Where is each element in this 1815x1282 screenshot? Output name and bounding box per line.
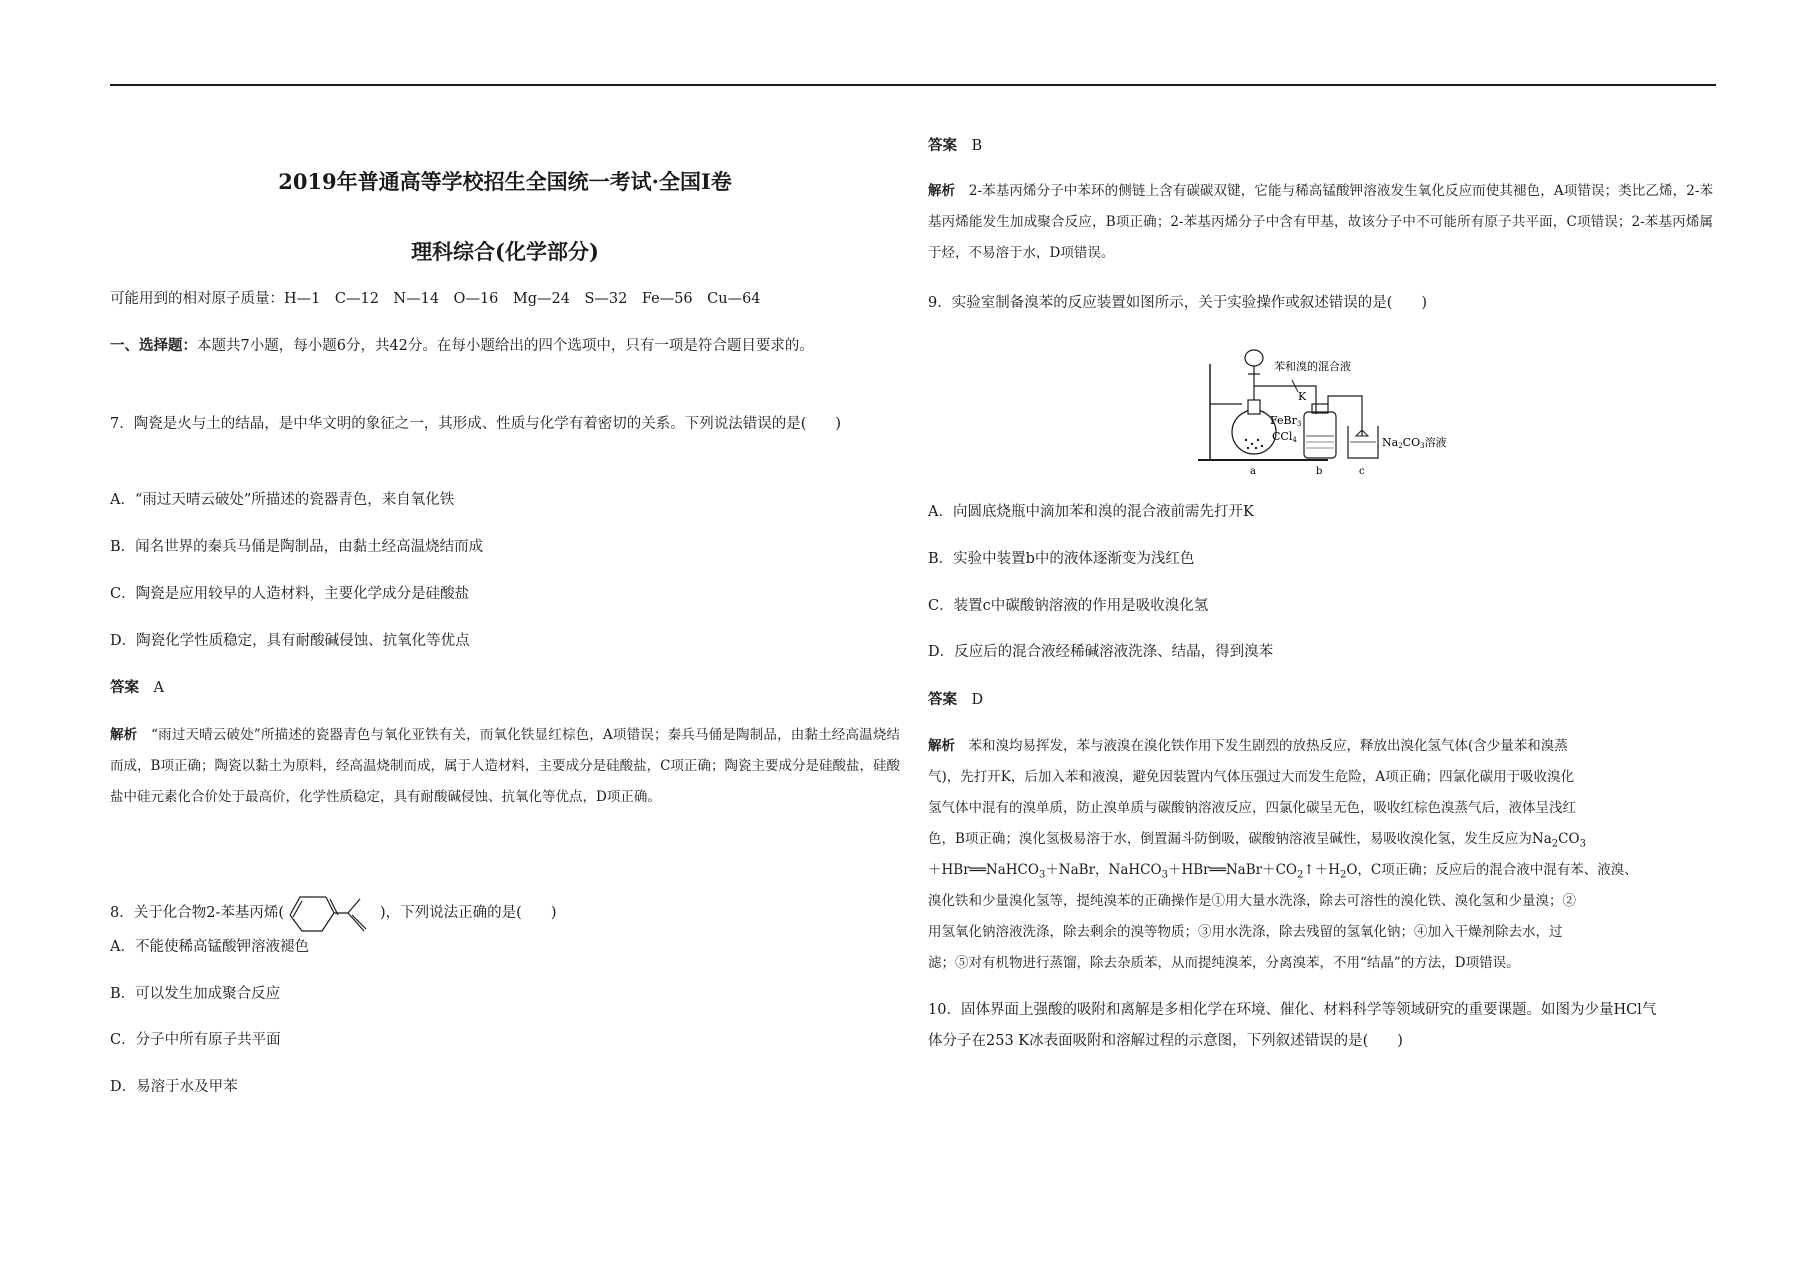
q9-option-b: B．实验中装置b中的液体逐渐变为浅红色 — [928, 551, 1195, 567]
fig-label-ccl4: CCl4 — [1272, 430, 1297, 444]
q9-analysis-line8: 滤；⑤对有机物进行蒸馏，除去杂质苯，从而提纯溴苯，分离溴苯，不用“结晶”的方法，D项错误。 — [928, 955, 1520, 971]
2-phenylpropene-structure — [284, 885, 380, 937]
exam-title: 2019年普通高等学校招生全国统一考试·全国Ⅰ卷 — [278, 169, 732, 194]
q7-option-d: D．陶瓷化学性质稳定，具有耐酸碱侵蚀、抗氧化等优点 — [110, 633, 470, 649]
q9-analysis-line4: 色，B项正确；溴化氢极易溶于水，倒置漏斗防倒吸，碳酸钠溶液呈碱性，易吸收溴化氢，发生反应为$Na_2CO_3$ — [928, 831, 1586, 850]
q8-option-d: D．易溶于水及甲苯 — [110, 1079, 238, 1095]
q9-answer: 答案 D — [928, 691, 984, 708]
q7-analysis: 解析 “雨过天晴云破处”所描述的瓷器青色与氧化亚铁有关，而氧化铁显红棕色，A项错误；秦兵马俑是陶制品，由黏土经高温烧结而成，B项正确；陶瓷以黏土为原料，经高温烧制而成，属于人造材料，主要成分是硅酸盐，C项正确；陶瓷主要成分是硅酸盐，硅酸盐中硅元素化合价处于最高价，化学性质稳定，具有耐酸碱侵蚀、抗氧化等优点，D项正确。 — [110, 727, 901, 805]
fig-label-k: K — [1298, 390, 1307, 403]
q9-option-d: D．反应后的混合液经稀碱溶液洗涤、结晶，得到溴苯 — [928, 644, 1274, 660]
q8-stem: 8．关于化合物2-苯基丙烯( )，下列说法正确的是( ) — [110, 885, 900, 937]
q7-option-c: C．陶瓷是应用较早的人造材料，主要化学成分是硅酸盐 — [110, 586, 470, 602]
q8-option-b: B．可以发生加成聚合反应 — [110, 986, 281, 1002]
q8-option-c: C．分子中所有原子共平面 — [110, 1032, 281, 1048]
q9-analysis-line7: 用氢氧化钠溶液洗涤，除去剩余的溴等物质；③用水洗涤，除去残留的氢氧化钠；④加入干燥剂除去水，过 — [928, 924, 1563, 940]
section-heading: 一、选择题： — [110, 337, 197, 354]
q7-option-a: A．“雨过天晴云破处”所描述的瓷器青色，来自氧化铁 — [110, 492, 455, 508]
q8-option-a: A．不能使稀高锰酸钾溶液褪色 — [110, 939, 309, 955]
section-text: 本题共7小题，每小题6分，共42分。在每小题给出的四个选项中，只有一项是符合题目要求的。 — [197, 338, 814, 354]
section-instructions — [110, 330, 900, 362]
q7-answer: 答案 A — [110, 679, 164, 696]
q9-analysis-line2: 气)，先打开K，后加入苯和液溴，避免因装置内气体压强过大而发生危险，A项正确；四氯化碳用于吸收溴化 — [928, 769, 1575, 785]
q9-option-c: C．装置c中碳酸钠溶液的作用是吸收溴化氢 — [928, 598, 1209, 614]
fig-label-b: b — [1316, 466, 1323, 477]
header-rule — [110, 84, 1716, 86]
fig-label-c: c — [1359, 466, 1365, 477]
fig-label-na2co3: Na2CO3溶液 — [1382, 436, 1447, 450]
q7-stem: 7．陶瓷是火与土的结晶，是中华文明的象征之一，其形成、性质与化学有着密切的关系。下列说法错误的是( ) — [110, 416, 842, 432]
q9-stem: 9．实验室制备溴苯的反应装置如图所示，关于实验操作或叙述错误的是( ) — [928, 295, 1428, 311]
fig-label-a: a — [1250, 466, 1256, 477]
q8-analysis: 解析 2-苯基丙烯分子中苯环的侧链上含有碳碳双键，它能与稀高锰酸钾溶液发生氧化反应而使其褪色，A项错误；类比乙烯，2-苯基丙烯能发生加成聚合反应，B项正确；2-苯基丙烯分子中含有甲基，故该分子中不可能所有原子共平面，C项错误；2-苯基丙烯属于烃，不易溶于水，D项错误。 — [928, 183, 1714, 261]
q9-option-a: A．向圆底烧瓶中滴加苯和溴的混合液前需先打开K — [928, 504, 1254, 520]
q10-stem-line2: 体分子在253 K冰表面吸附和溶解过程的示意图，下列叙述错误的是( ) — [928, 1033, 1403, 1049]
bromobenzene-apparatus-figure — [1198, 340, 1498, 480]
fig-label-mix: 苯和溴的混合液 — [1274, 360, 1351, 373]
q10-stem-line1: 10．固体界面上强酸的吸附和离解是多相化学在环境、催化、材料科学等领域研究的重要课题。如图为少量HCl气 — [928, 1002, 1657, 1018]
q8-answer: 答案 B — [928, 137, 983, 154]
exam-subtitle: 理科综合(化学部分) — [411, 239, 599, 264]
q7-option-b: B．闻名世界的秦兵马俑是陶制品，由黏土经高温烧结而成 — [110, 539, 484, 555]
fig-label-febr3: FeBr3 — [1270, 414, 1302, 428]
q9-analysis-line3: 氢气体中混有的溴单质，防止溴单质与碳酸钠溶液反应，四氯化碳呈无色，吸收红棕色溴蒸气后，液体呈浅红 — [928, 800, 1576, 816]
atomic-masses: 可能用到的相对原子质量：H—1 C—12 N—14 O—16 Mg—24 S—32 Fe—56 Cu—64 — [110, 291, 761, 307]
q9-analysis-line1: 解析 苯和溴均易挥发，苯与液溴在溴化铁作用下发生剧烈的放热反应，释放出溴化氢气体(含少量苯和溴蒸 — [928, 738, 1568, 754]
q9-analysis-line5: ＋HBr══NaHCO$_3$＋NaBr，$NaHCO_3+HBr══NaBr+CO_2↑+H_2O$，C项正确；反应后的混合液中混有苯、液溴、 — [928, 862, 1638, 881]
q9-analysis-line6: 溴化铁和少量溴化氢等，提纯溴苯的正确操作是①用大量水洗涤，除去可溶性的溴化铁、溴化氢和少量溴；② — [928, 893, 1576, 909]
